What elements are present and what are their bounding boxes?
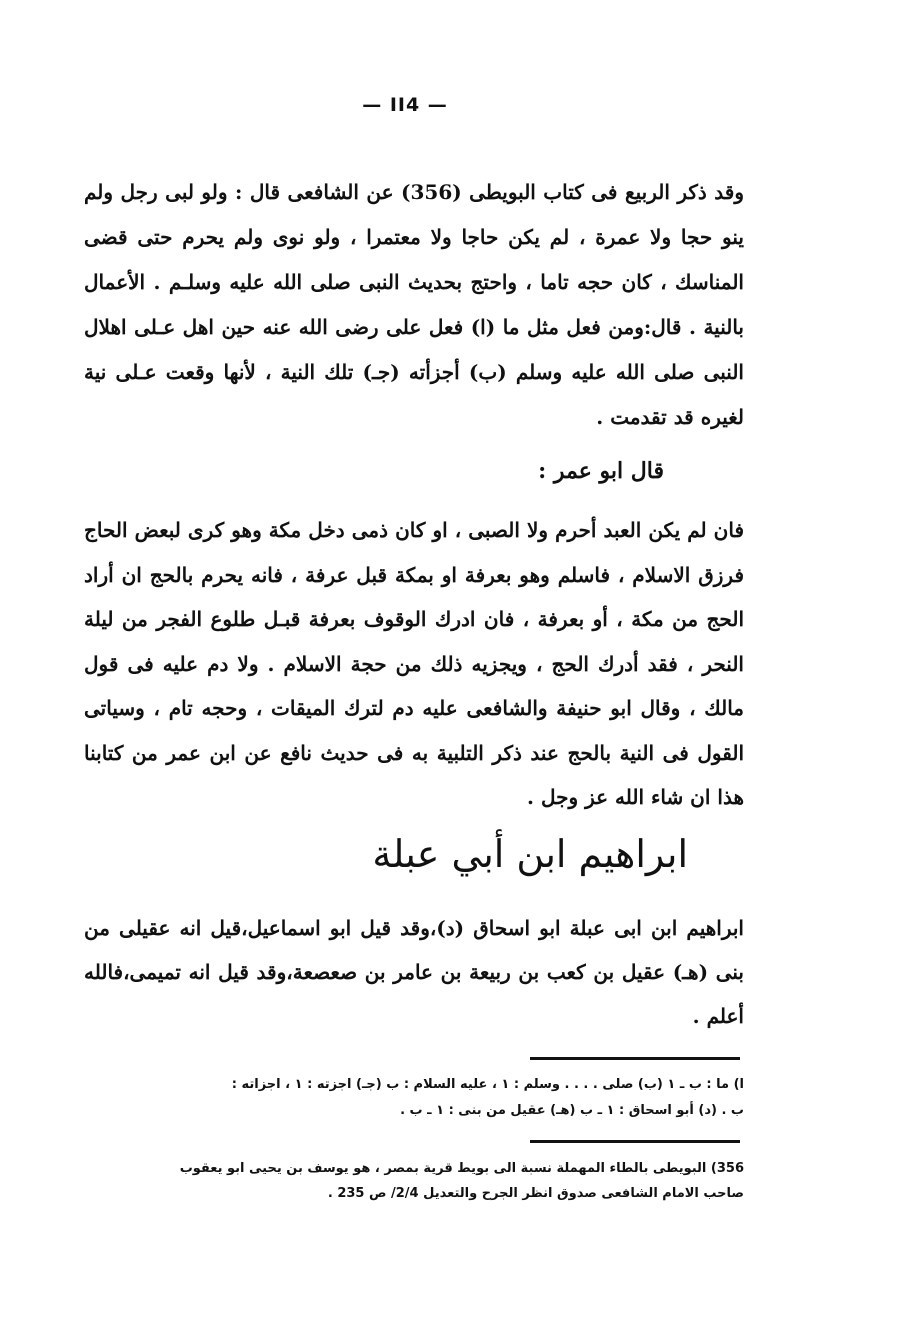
footnote-divider — [530, 1140, 740, 1143]
page-number: — II4 — — [362, 94, 448, 116]
footnote-line: ا) ما : ب ـ ١ (ب) صلى . . . . وسلم : ١ ، عليه السلام : ب (جـ) اجزته : ١ ، اجزاته : — [231, 1077, 744, 1092]
paragraph-text: ابراهيم ابن ابى عبلة ابو اسحاق (د)،وقد قيل ابو اسماعيل،قيل انه عقيلى من بنى (هـ) عقيل بن كعب بن ربيعة بن عامر بن صعصعة،وقد قيل انه تميمى،فالله أعلم . — [84, 916, 744, 1028]
paragraph-text: وقد ذكر الربيع فى كتاب البويطى (356) عن الشافعى قال : ولو لبى رجل ولم ينو حجا ولا عمرة ، لم يكن حاجا ولا معتمرا ، ولو نوى ولم يحرم حتى قضى المناسك ، كان حجه تاما ، واحتج بحديث النبى صلى الله عليه وسلـم . الأعمال بالنية . قال:ومن فعل مثل ما (ا) فعل على رضى الله عنه حين اهل عـلى اهلال النبى صلى الله عليه وسلم (ب) أجزأته (جـ) تلك النية ، لأنها وقعت عـلى نية لغيره قد تقدمت . — [84, 180, 744, 429]
paragraph-ibrahim — [84, 906, 744, 1038]
footnotes-biography — [74, 1156, 744, 1206]
paragraph-rabi-buwayti — [84, 170, 744, 440]
footnote-line: ب . (د) أبو اسحاق : ١ ـ ب (هـ) عقيل من بنى : ١ ـ ب . — [400, 1103, 744, 1118]
footnote-divider — [530, 1057, 740, 1060]
chapter-title: ابراهيم ابن أبي عبلة — [372, 832, 688, 876]
section-heading-abu-umar: قال ابو عمر : — [538, 458, 664, 484]
footnote-line: 356) البويطى بالطاء المهملة نسبة الى بويط قرية بمصر ، هو يوسف بن يحيى ابو يعقوب — [179, 1161, 744, 1176]
footnote-line: صاحب الامام الشافعى صدوق انظر الجرح والتعديل 2/4/ ص 235 . — [327, 1186, 744, 1201]
paragraph-text: فان لم يكن العبد أحرم ولا الصبى ، او كان ذمى دخل مكة وهو كرى لبعض الحاج فرزق الاسلام ، فاسلم وهو بعرفة او بمكة قبل عرفة ، فانه يحرم بالحج ان أراد الحج من مكة ، أو بعرفة ، فان ادرك الوقوف بعرفة قبـل طلوع الفجر من ليلة النحر ، فقد أدرك الحج ، ويجزيه ذلك من حجة الاسلام . ولا دم عليه فى قول مالك ، وقال ابو حنيفة والشافعى عليه دم لترك الميقات ، وحجه تام ، وسياتى القول فى النية بالحج عند ذكر التلبية به فى حديث نافع عن ابن عمر من كتابنا هذا ان شاء الله عز وجل . — [84, 518, 744, 809]
paragraph-abu-umar — [84, 508, 744, 820]
footnotes-variants — [74, 1072, 744, 1124]
